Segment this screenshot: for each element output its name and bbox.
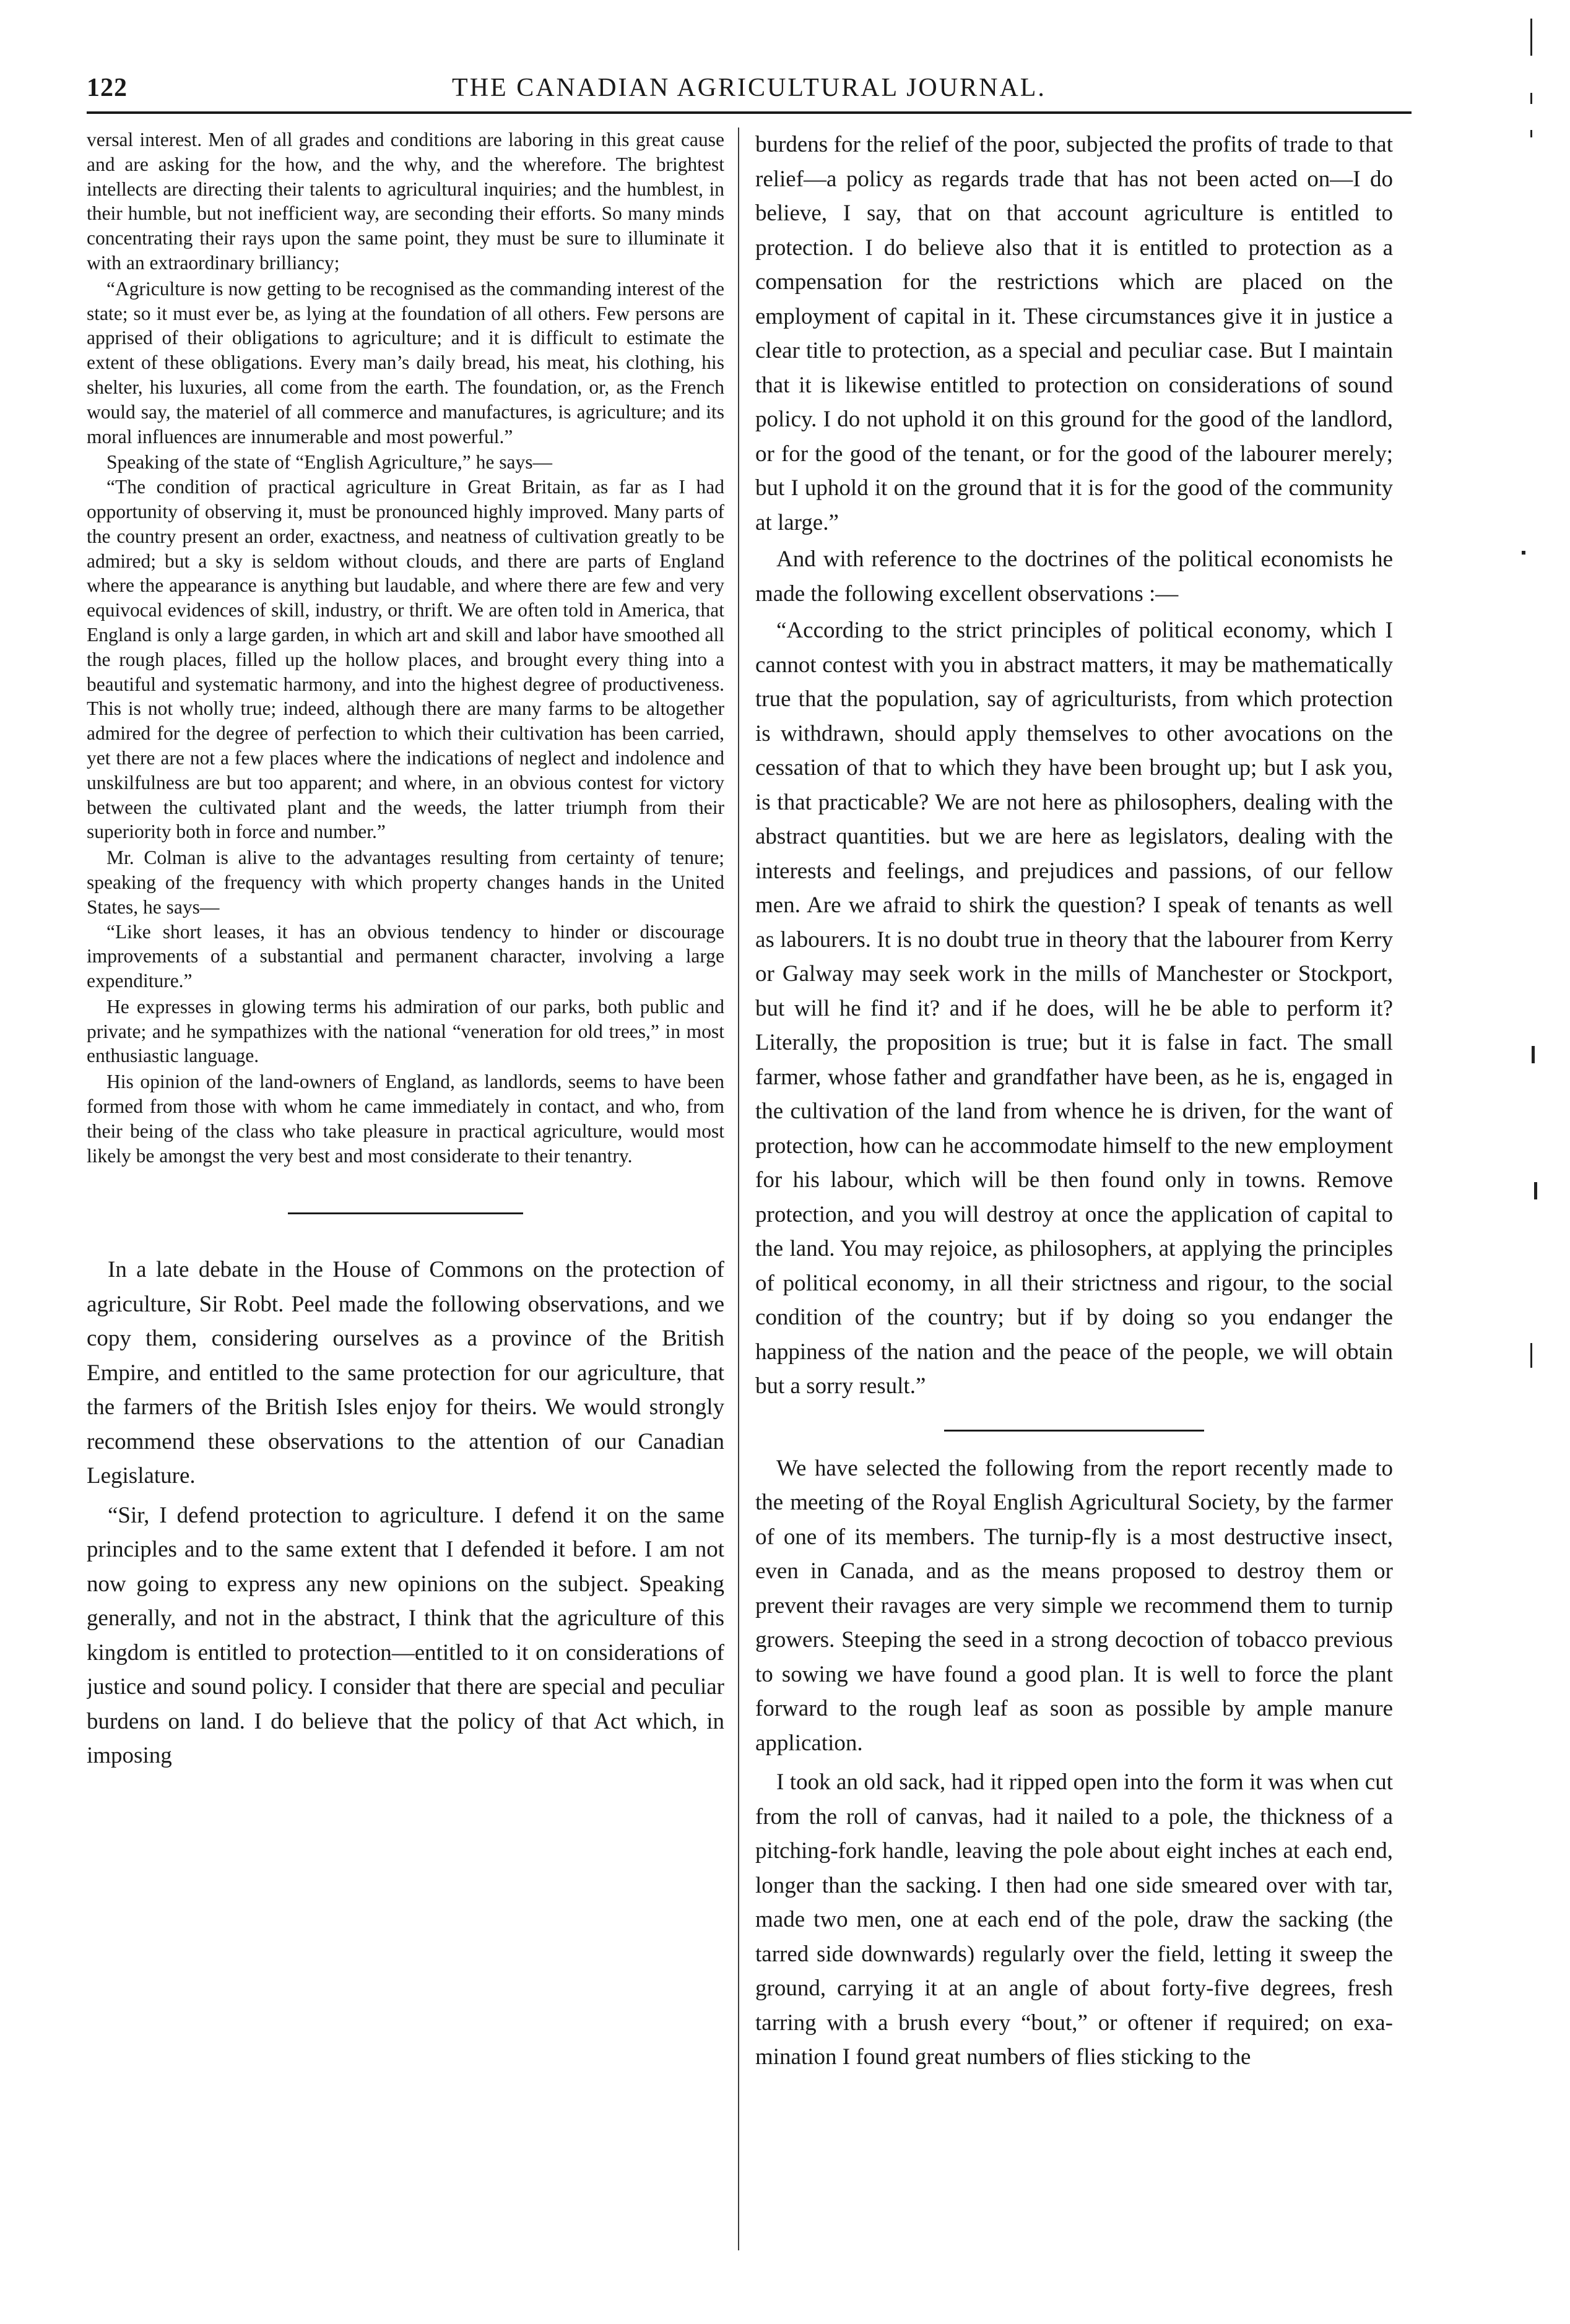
section-divider <box>944 1430 1204 1432</box>
scan-edge-marks <box>1529 19 1554 1380</box>
scan-mark <box>1522 551 1525 555</box>
column-rule <box>738 127 739 2250</box>
paragraph: And with reference to the doctrines of the political economists he made the following excellent observations :— <box>755 546 1393 607</box>
speech-paragraph: “According to the strict principles of political economy, which I cannot contest with you in abstract matters, it may be mathematically true that the population, say of agriculturists, from which protection is withdrawn, should apply themselves to other avocations on the cessation of that to which they have been brought up; but I ask you, is that practicable? We are not here as philosophers, dealing with the abstract quantities. but we are here as legislators, dealing with the interests and feelings, and prejudices and passions, of our fellow men. Are we afraid to shirk the question? I speak of tenants as well as labourers. It is no doubt true in theory that the labourer from Kerry or Galway may seek work in the mills of Manchester or Stockport, but will he find it? and if he does, will he be able to perform it? Literally, the proposition is true; but it is false in fact. The small farmer, whose father and grandfather have been, as he is, engaged in the cultivation of the land from whence he is driven, for the want of protection, how can he accommodate himself to the new employment for his labour, which will be then found only in towns. Remove protection, and you will destroy at once the application of capital to the land. You may rejoice, as philosophers, at applying the principles of political economy, in all their strictness and rigour, to the social condition of the country; but if by doing so you endanger the happiness of the nation and the peace of the people, we will obtain but a sorry result.” <box>755 618 1393 1399</box>
scan-mark <box>1530 130 1532 137</box>
quote-paragraph: “Like short leases, it has an obvious tendency to hinder or discourage improvements of a substantial and permanent character, involving a large expenditure.” <box>87 920 724 992</box>
paragraph: He expresses in glowing terms his admiration of our parks, both public and private; and he sympathizes with the national “veneration for old trees,” in most enthusiastic language. <box>87 995 724 1067</box>
quote-paragraph: “Agriculture is now getting to be recognised as the commanding interest of the state; so it must ever be, as lying at the foundation of all others. Few persons are apprised of their obligations to agriculture; and it is difficult to estimate the extent of these obligations. Every man’s daily bread, his meat, his clothing, his shelter, his luxuries, all come from the earth. The foundation, or, as the French would say, the materiel of all commerce and manufactures, is agriculture; and its moral influences are innumerable and most powerful.” <box>87 277 724 447</box>
quote-paragraph: “The condition of practical agriculture in Great Britain, as far as I had opportunity of observing it, must be pronounced highly improved. Many parts of the country present an order, exactness, and neatness of cultivation greatly to be admired; but a sky is seldom without clouds, and there are parts of England where the appearance is anything but laudable, and where there are few and very equivocal evidences of skill, industry, or thrift. We are often told in America, that England is only a large garden, in which art and skill and labor have smoothed all the rough places, filled up the hollow places, and brought every thing into a beautiful and systematic harmony, and into the highest degree of productiveness. This is not wholly true; indeed, although there are many farms to be altogether admired for the degree of perfection to which their cultivation has been carried, yet there are not a few places where the indications of neglect and indolence and unskilfulness are but too apparent; and where, in an obvious contest for victory between the cultivated plant and the weeds, the latter triumph from their superiority both in force and number.” <box>87 476 724 843</box>
scan-mark <box>1534 1182 1537 1199</box>
paragraph: versal interest. Men of all grades and conditions are laboring in this great cause and are asking for the how, and the why, and the wherefore. The brightest intellects are directing their talents to agricultural inquiries; and the humblest, in their humble, but not inefficient way, are seconding their efforts. So many minds concentrating their rays upon the same point, they must be sure to illuminate it with an extraordinary brilliancy; <box>87 129 724 274</box>
speech-paragraph: “Sir, I defend protection to agriculture. I defend it on the same principles and to the same extent that I defended it before. I am not now going to express any new opinions on the subject. Speaking generally, and not in the abstract, I think that the agriculture of this kingdom is entitled to protection—entitled to it on considerations of justice and sound policy. I consider that there are special and peculiar burdens on land. I do believe that the policy of that Act which, in imposing <box>87 1502 724 1769</box>
scan-mark <box>1532 1046 1535 1063</box>
page-header <box>87 68 1412 114</box>
speech-paragraph: burdens for the relief of the poor, subjected the profits of trade to that relief—a policy as regards trade that has not been acted on—I do believe, I say, that on that account agriculture is entitled to protection. I do believe also that it is entitled to protection as a compensation for the restrictions which are placed on the employment of capital in it. These circumstances give it in justice a clear title to protection, as a special and peculiar case. But I maintain that it is likewise entitled to protection on considerations of sound policy. I do not uphold it on this ground for the good of the landlord, or for the good of the tenant, or for the good of the labourer merely; but I uphold it on the ground that it is for the good of the community at large.” <box>755 132 1393 535</box>
paragraph: His opinion of the land-owners of England, as landlords, seems to have been formed from those with whom he came immediately in contact, and who, from their being of the class who take pleasure in practical agriculture, would most likely be amongst the very best and most considerate to their tenantry. <box>87 1071 724 1167</box>
scan-mark <box>1530 19 1532 56</box>
paragraph: Speaking of the state of “English Agriculture,” he says— <box>106 451 552 473</box>
running-title: THE CANADIAN AGRICULTURAL JOURNAL. <box>452 74 1046 102</box>
page-number: 122 <box>87 74 128 102</box>
text-columns <box>87 127 1412 2269</box>
article-intro-paragraph: In a late debate in the House of Commons on the protection of agriculture, Sir Robt. Peel made the following observations, and we copy them, considering ourselves as a province of the British Empire, and entitled to the same protection for our agriculture, that the farmers of the British Isles enjoy for theirs. We would strongly recommend these observations to the attention of our Canadian Legislature. <box>87 1257 724 1489</box>
paragraph: Mr. Colman is alive to the advantages resulting from certainty of tenure; speaking of the frequency with which property changes hands in the United States, he says— <box>87 847 724 918</box>
right-column <box>755 127 1393 2269</box>
journal-page <box>87 68 1412 2271</box>
paragraph: I took an old sack, had it ripped open into the form it was when cut from the roll of canvas, had it nailed to a pole, the thickness of a pitching-fork handle, leaving the pole about eight inches at each end, longer than the sacking. I then had one side smeared over with tar, made two men, one at each end of the pole, draw the sacking (the tarred side downwards) regularly over the field, letting it sweep the ground, carrying it at an angle of about forty-five degrees, fresh tarring with a brush every “bout,” or oftener if required; on examination I found great numbers of flies sticking to the <box>755 1769 1393 2070</box>
article-intro-paragraph: We have selected the following from the report recently made to the meeting of the Royal English Agricultural Society, by the farmer of one of its members. The turnip-fly is a most destructive insect, even in Canada, and as the means proposed to destroy them or prevent their ravages are very simple we recommend them to turnip growers. Steeping the seed in a strong decoction of tobacco previous to sowing we have found a good plan. It is well to force the plant forward to the rough leaf as soon as possible by ample manure application. <box>755 1455 1393 1756</box>
left-column <box>87 127 724 2269</box>
section-divider <box>288 1212 523 1214</box>
scan-mark <box>1530 93 1532 104</box>
scan-mark <box>1530 1343 1532 1368</box>
